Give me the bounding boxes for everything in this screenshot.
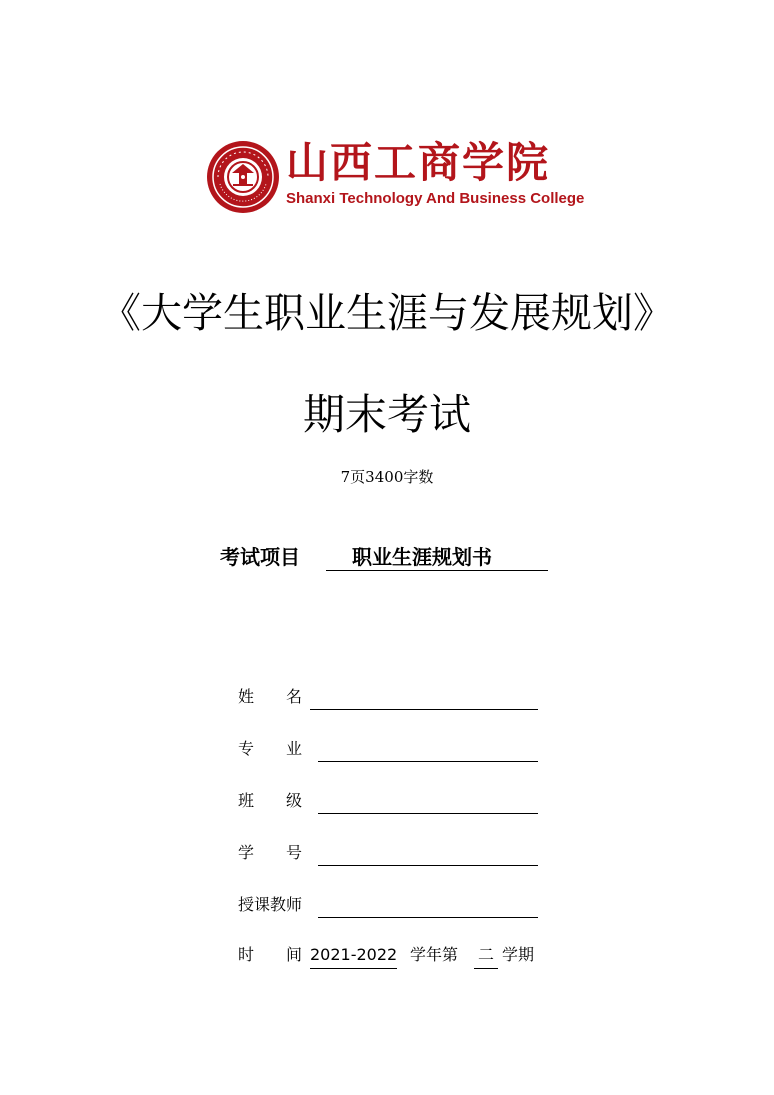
page-count-info: 7页3400字数 (340, 468, 434, 486)
academic-year-suffix: 学年第 (410, 945, 459, 964)
name-field[interactable] (310, 684, 538, 710)
teacher-label: 授课教师 (238, 895, 303, 914)
exam-item-field[interactable] (326, 542, 548, 571)
time-label: 时 间 (238, 945, 303, 964)
document-subtitle: 期末考试 (302, 390, 471, 439)
exam-item-label: 考试项目 (220, 545, 300, 569)
school-seal-icon (206, 140, 280, 214)
student-id-label: 学 号 (238, 843, 303, 862)
school-logo (206, 138, 585, 216)
teacher-field[interactable] (318, 892, 538, 918)
exam-item-row (220, 542, 492, 572)
exam-item-value: 职业生涯规划书 (352, 545, 492, 569)
term-value[interactable]: 二 (474, 942, 498, 969)
term-suffix: 学期 (502, 945, 535, 964)
major-label: 专 业 (238, 739, 303, 758)
academic-year-value[interactable]: 2021-2022 (310, 942, 397, 969)
school-name-cn: 山西工商学院 (286, 138, 551, 187)
student-id-field[interactable] (318, 840, 538, 866)
school-name-en: Shanxi Technology And Business College (286, 190, 585, 207)
class-field[interactable] (318, 788, 538, 814)
document-title: 《大学生职业生涯与发展规划》 (100, 289, 674, 337)
major-field[interactable] (318, 736, 538, 762)
class-label: 班 级 (238, 791, 303, 810)
name-label: 姓 名 (238, 687, 303, 706)
